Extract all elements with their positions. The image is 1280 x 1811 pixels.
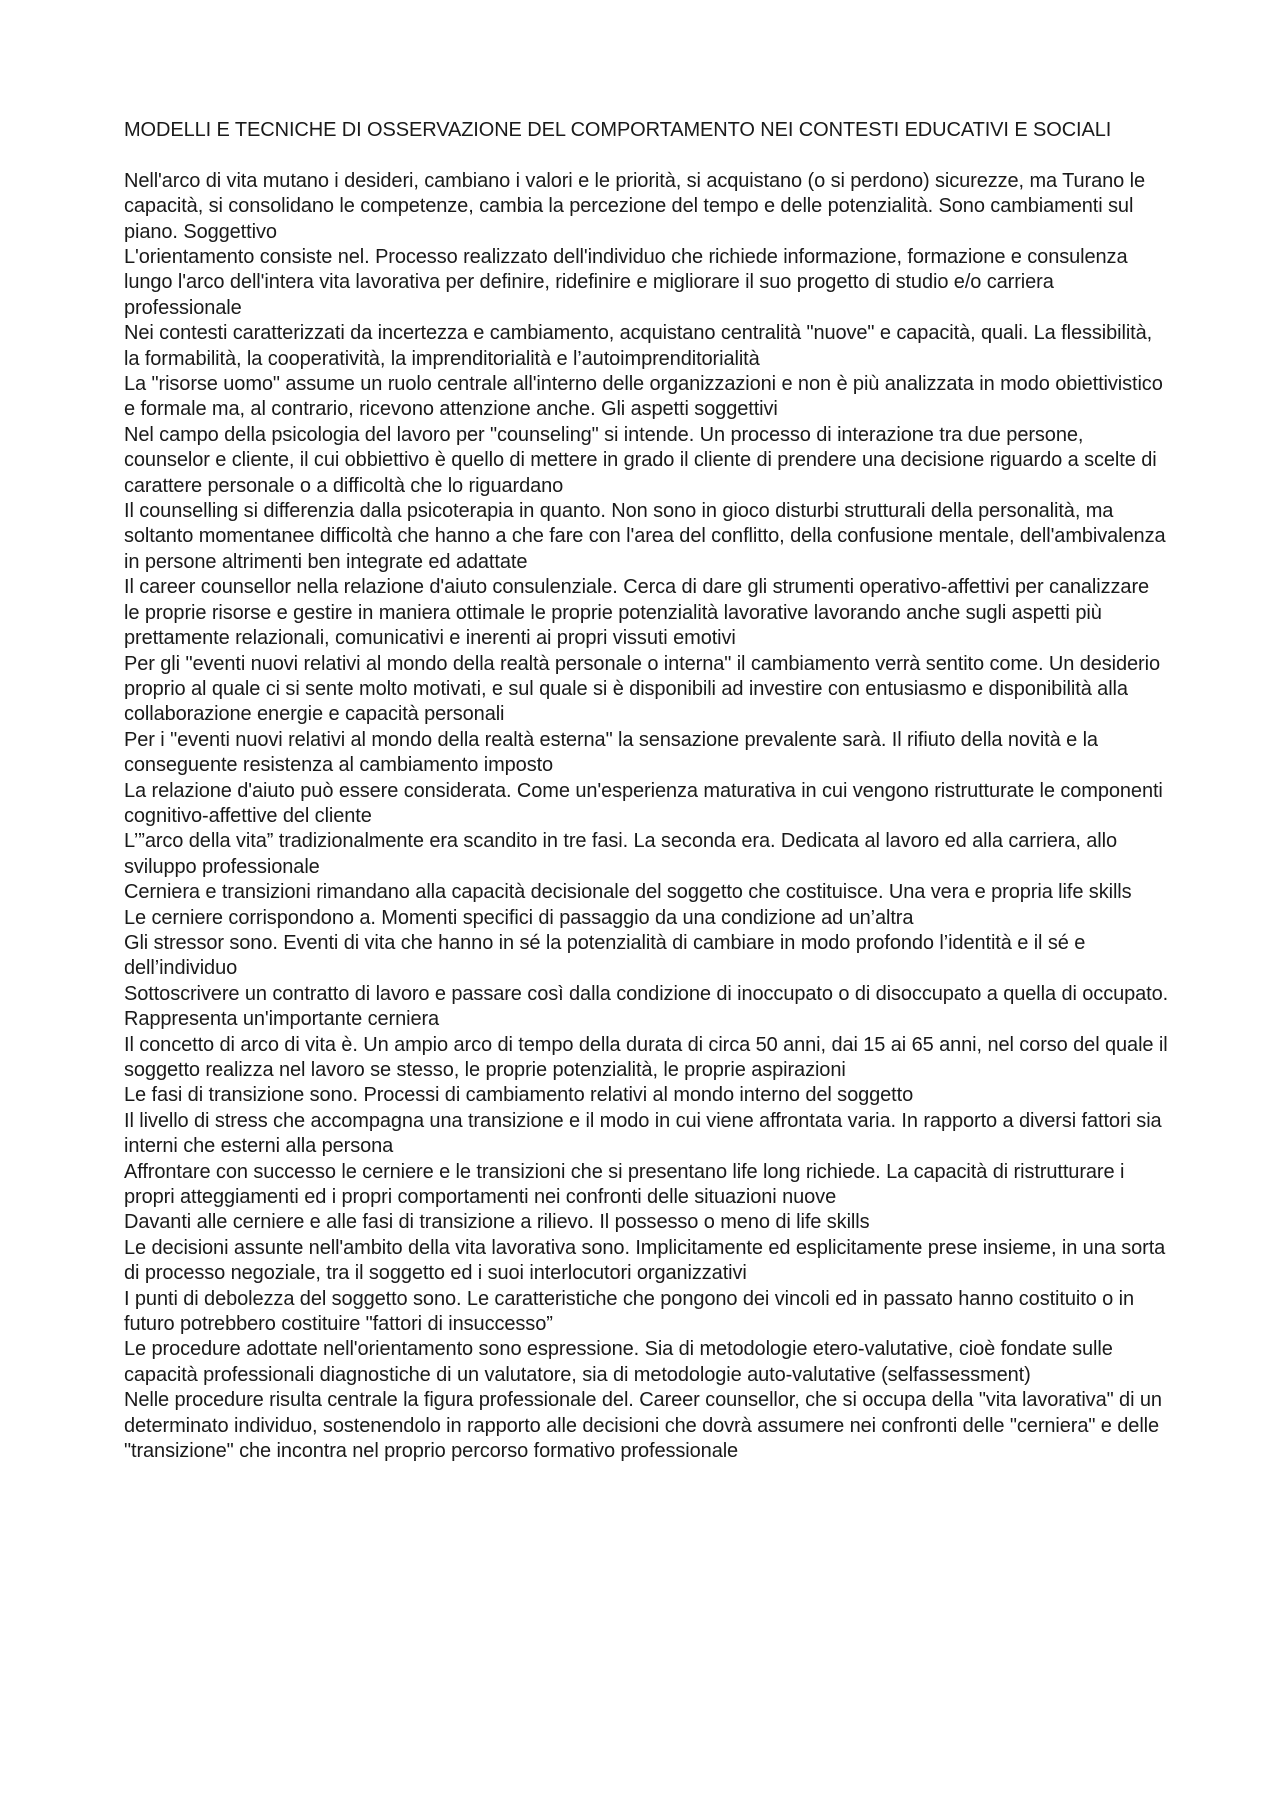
paragraph: Il career counsellor nella relazione d'aiuto consulenziale. Cerca di dare gli strumenti operativo-affettivi per canalizzare le proprie risorse e gestire in maniera ottimale le proprie potenzialità lavorative lavorando anche sugli aspetti più prettamente relazionali, comunicativi e inerenti ai propri vissuti emotivi [124, 576, 1150, 650]
paragraph: Il livello di stress che accompagna una transizione e il modo in cui viene affrontata varia. In rapporto a diversi fattori sia interni che esterni alla persona [124, 1109, 1162, 1158]
paragraph: Le decisioni assunte nell'ambito della vita lavorativa sono. Implicitamente ed esplicitamente prese insieme, in una sorta di processo negoziale, tra il soggetto ed i suoi interlocutori organizzativi [124, 1236, 1166, 1285]
paragraph: Le procedure adottate nell'orientamento sono espressione. Sia di metodologie etero-valutative, cioè fondate sulle capacità professionali diagnostiche di un valutatore, sia di metodologie auto-valutative (selfassessment) [124, 1338, 1113, 1386]
paragraph: Affrontare con successo le cerniere e le transizioni che si presentano life long richiede. La capacità di ristrutturare i propri atteggiamenti ed i propri comportamenti nei confronti delle situazioni nuove [124, 1160, 1125, 1209]
paragraph: I punti di debolezza del soggetto sono. Le caratteristiche che pongono dei vincoli ed in passato hanno costituito o in futuro potrebbero costituire "fattori di insuccesso” [124, 1287, 1134, 1336]
paragraph: Il counselling si differenzia dalla psicoterapia in quanto. Non sono in gioco disturbi strutturali della personalità, ma soltanto momentanee difficoltà che hanno a che fare con l'area del conflitto, della confusione mentale, dell'ambivalenza in persone altrimenti ben integrate ed adattate [124, 500, 1166, 573]
paragraph: L’”arco della vita” tradizionalmente era scandito in tre fasi. La seconda era. Dedicata al lavoro ed alla carriera, allo sviluppo professionale [124, 830, 1117, 878]
document-page [124, 118, 1169, 1465]
paragraph: Gli stressor sono. Eventi di vita che hanno in sé la potenzialità di cambiare in modo profondo l’identità e il sé e dell’individuo [124, 931, 1086, 980]
paragraph: Per gli "eventi nuovi relativi al mondo della realtà personale o interna" il cambiamento verrà sentito come. Un desiderio proprio al quale ci si sente molto motivati, e sul quale si è disponibili ad investire con entusiasmo e disponibilità alla collaborazione energie e capacità personali [124, 652, 1160, 726]
paragraph: Nell'arco di vita mutano i desideri, cambiano i valori e le priorità, si acquistano (o si perdono) sicurezze, ma Turano le capacità, si consolidano le competenze, cambia la percezione del tempo e delle potenzialità. Sono cambiamenti sul piano. Soggettivo [124, 169, 1145, 243]
paragraph: Le cerniere corrispondono a. Momenti specifici di passaggio da una condizione ad un’altra [124, 906, 914, 929]
paragraph: Nelle procedure risulta centrale la figura professionale del. Career counsellor, che si occupa della "vita lavorativa" di un determinato individuo, sostenendolo in rapporto alle decisioni che dovrà assumere nei confronti delle "cerniera" e delle "transizione" che incontra nel proprio percorso formativo professionale [124, 1389, 1162, 1463]
paragraph: Nei contesti caratterizzati da incertezza e cambiamento, acquistano centralità "nuove" e capacità, quali. La flessibilità, la formabilità, la cooperatività, la imprenditorialità e l’autoimprenditorialità [124, 322, 1153, 370]
paragraph: Sottoscrivere un contratto di lavoro e passare così dalla condizione di inoccupato o di disoccupato a quella di occupato. Rappresenta un'importante cerniera [124, 982, 1169, 1031]
paragraph: La "risorse uomo" assume un ruolo centrale all'interno delle organizzazioni e non è più analizzata in modo obiettivistico e formale ma, al contrario, ricevono attenzione anche. Gli aspetti soggettivi [124, 373, 1163, 421]
paragraph: Per i "eventi nuovi relativi al mondo della realtà esterna" la sensazione prevalente sarà. Il rifiuto della novità e la conseguente resistenza al cambiamento imposto [124, 728, 1098, 777]
paragraph: Il concetto di arco di vita è. Un ampio arco di tempo della durata di circa 50 anni, dai 15 ai 65 anni, nel corso del quale il soggetto realizza nel lavoro se stesso, le proprie potenzialità, le proprie aspirazioni [124, 1033, 1168, 1082]
paragraph: Cerniera e transizioni rimandano alla capacità decisionale del soggetto che costituisce. Una vera e propria life skills [124, 881, 1132, 904]
paragraph: Nel campo della psicologia del lavoro per "counseling" si intende. Un processo di interazione tra due persone, counselor e cliente, il cui obbiettivo è quello di mettere in grado il cliente di prendere una decisione riguardo a scelte di carattere personale o a difficoltà che lo riguardano [124, 423, 1157, 497]
paragraph: L'orientamento consiste nel. Processo realizzato dell'individuo che richiede informazione, formazione e consulenza lungo l'arco dell'intera vita lavorativa per definire, ridefinire e migliorare il suo progetto di studio e/o carriera professionale [124, 246, 1128, 319]
paragraph: Davanti alle cerniere e alle fasi di transizione a rilievo. Il possesso o meno di life skills [124, 1211, 870, 1234]
paragraph: La relazione d'aiuto può essere considerata. Come un'esperienza maturativa in cui vengono ristrutturate le componenti cognitivo-affettive del cliente [124, 779, 1163, 827]
paragraph: Le fasi di transizione sono. Processi di cambiamento relativi al mondo interno del soggetto [124, 1084, 914, 1107]
document-title: MODELLI E TECNICHE DI OSSERVAZIONE DEL COMPORTAMENTO NEI CONTESTI EDUCATIVI E SOCIALI [124, 119, 1112, 141]
